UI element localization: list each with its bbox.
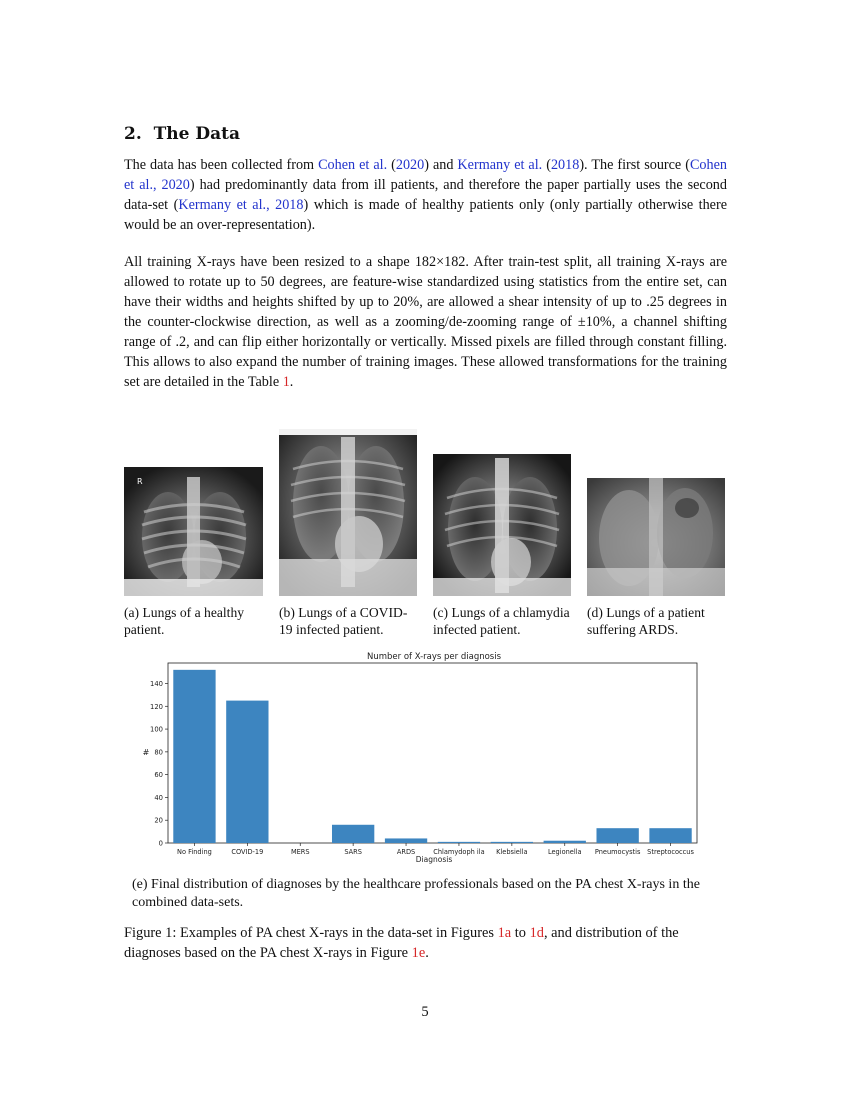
xray-ards-graphic: [587, 478, 725, 596]
text-run: .: [289, 374, 294, 390]
citation-link[interactable]: Kermany et al., 2018: [178, 197, 304, 213]
subfigure-caption-b: (b) Lungs of a COVID-19 infected patient.: [279, 605, 408, 637]
bar-covid-19: [226, 701, 268, 843]
citation-link[interactable]: Cohen et al.: [318, 157, 388, 173]
x-tick-label: Legionella: [547, 848, 582, 856]
xray-image-ards: [587, 478, 725, 596]
xray-healthy-graphic: [124, 467, 263, 596]
text-run: ) and: [424, 157, 458, 173]
y-ticks-group: [150, 680, 168, 847]
xray-image-healthy: [124, 467, 263, 596]
text-run: The data has been collected from: [124, 157, 319, 173]
figure-caption: [124, 923, 727, 963]
x-tick-label: ARDS: [396, 848, 416, 856]
section-number: 2.: [124, 124, 142, 144]
y-tick-label: 40: [154, 793, 163, 802]
x-axis-label: Diagnosis: [415, 855, 453, 864]
bar-streptococcus: [649, 828, 691, 843]
text-run: (: [387, 157, 396, 173]
text-run: to: [511, 925, 530, 941]
y-tick-label: 0: [158, 839, 163, 848]
table-reference-link[interactable]: 1: [282, 374, 290, 390]
diagnosis-bar-chart: [130, 645, 710, 870]
paragraph-transformations: [124, 252, 727, 392]
figure-reference-link[interactable]: 1e: [411, 945, 426, 961]
xray-image-chlamydia: [433, 454, 571, 596]
figure-reference-link[interactable]: 1a: [497, 925, 512, 941]
text-run: (: [542, 157, 551, 173]
xray-image-covid: [279, 429, 417, 596]
paragraph-data-sources: [124, 155, 727, 235]
xray-chlamydia-graphic: [433, 454, 571, 596]
bar-no-finding: [173, 670, 215, 843]
x-tick-label: Chlamydoph ila: [433, 848, 485, 856]
bar-pneumocystis: [596, 828, 638, 843]
text-run: ) had predominantly data from ill patients, and therefore the paper partially uses the second data-set (: [124, 177, 727, 213]
y-axis-label: #: [142, 748, 150, 757]
bar-legionella: [544, 841, 586, 843]
x-tick-label: Klebsiella: [496, 848, 528, 856]
bar-chlamydoph-ila: [438, 842, 480, 843]
xray-covid-graphic: [279, 429, 417, 596]
text-run: , and distribution of the diagnoses based on the PA chest X-rays in Figure: [124, 925, 679, 961]
bars-group: [173, 670, 691, 843]
figure-reference-link[interactable]: 1d: [529, 925, 544, 941]
text-run: ). The first source (: [579, 157, 690, 173]
section-title: The Data: [153, 124, 240, 144]
y-tick-label: 60: [154, 771, 163, 780]
x-tick-label: MERS: [290, 848, 310, 856]
citation-link[interactable]: 2018: [550, 157, 580, 173]
chart-title: Number of X-rays per diagnosis: [366, 652, 502, 662]
y-tick-label: 100: [150, 725, 163, 734]
text-run: All training X-rays have been resized to a shape 182×182. After train-test split, all training X-rays are allowed to rotate up to 50 degrees, are feature-wise standardized using statistics from the entire set, can have their widths and heights shifted by up to 20%, are allowed a shear intensity of up to .25 degrees in the counter-clockwise direction, as well as a zooming/de-zooming range of ±10%, a channel shifting range of .2, and can flip either horizontally or vertically. Missed pixels are filled through constant filling. This allows to also expand the number of training images. These allowed transformations for the training set are detailed in the Table: [124, 254, 727, 390]
x-tick-label: Pneumocystis: [594, 848, 641, 856]
x-tick-label: No Finding: [177, 848, 212, 856]
citation-link[interactable]: Kermany et al.: [457, 157, 543, 173]
y-tick-label: 120: [150, 702, 163, 711]
citation-link[interactable]: Cohen et al., 2020: [124, 157, 727, 193]
section-heading: [124, 124, 240, 144]
citation-link[interactable]: 2020: [395, 157, 425, 173]
xray-marker-label: R: [137, 477, 143, 486]
subfigure-caption-d: (d) Lungs of a patient suffering ARDS.: [587, 605, 705, 637]
bar-klebsiella: [491, 842, 533, 843]
y-tick-label: 80: [154, 748, 163, 757]
x-tick-label: COVID-19: [231, 848, 264, 856]
bar-ards: [385, 838, 427, 843]
y-tick-label: 140: [150, 680, 163, 689]
subfigure-caption-a: (a) Lungs of a healthy patient.: [124, 605, 245, 637]
bar-sars: [332, 825, 374, 843]
text-run: Figure 1: Examples of PA chest X-rays in the data-set in Figures: [124, 925, 498, 941]
subfigure-caption-c: (c) Lungs of a chlamydia infected patient.: [433, 605, 570, 637]
x-tick-label: SARS: [344, 848, 362, 856]
x-tick-label: Streptococcus: [647, 848, 694, 856]
text-run: ) which is made of healthy patients only (only partially otherwise there would be an over-representation).: [124, 197, 728, 233]
y-tick-label: 20: [154, 816, 163, 825]
chart-caption: (e) Final distribution of diagnoses by the healthcare professionals based on the PA chest X-rays in the combined data-sets.: [132, 877, 700, 910]
page-number: 5: [421, 1004, 429, 1020]
text-run: .: [425, 945, 429, 961]
